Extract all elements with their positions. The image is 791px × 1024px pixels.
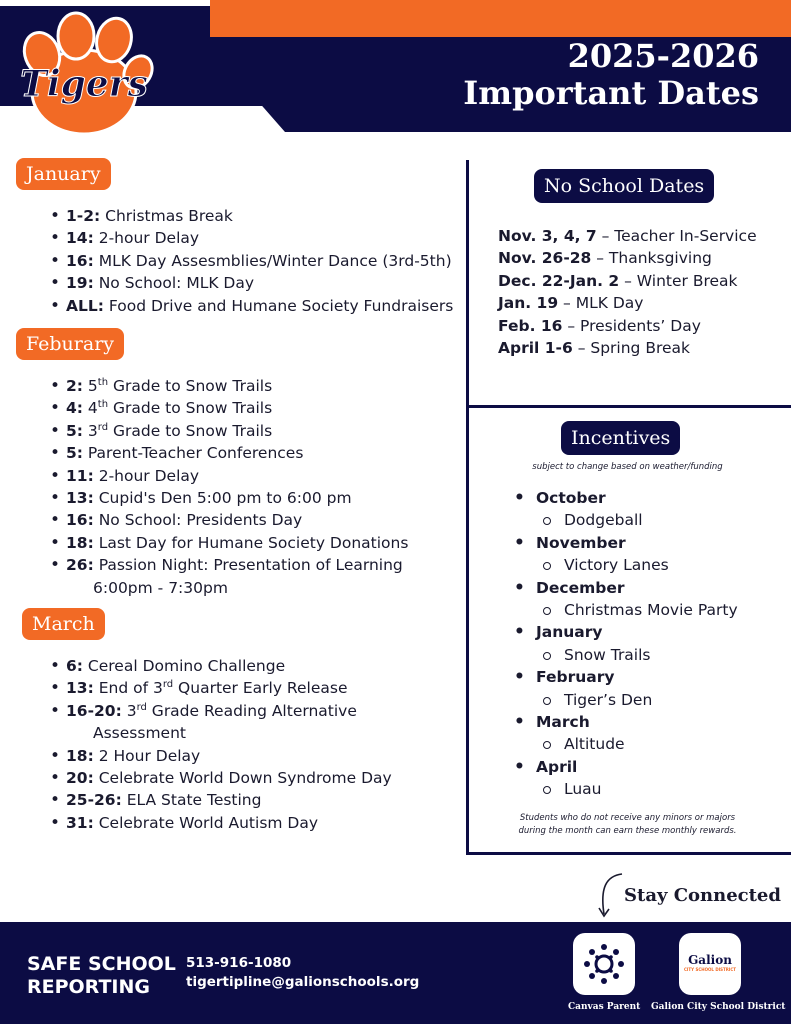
event-text: Cupid's Den 5:00 pm to 6:00 pm — [93, 489, 352, 508]
incentives-label: Incentives — [561, 421, 680, 455]
svg-text:Tigers: Tigers — [20, 63, 148, 105]
event-item — [66, 812, 392, 834]
no-school-item — [498, 337, 757, 359]
event-text: No School: Presidents Day — [93, 511, 303, 530]
section-divider — [466, 405, 791, 408]
event-item: • 2: 5th Grade to Snow Trails — [66, 375, 408, 397]
event-text: 2 Hour Delay — [93, 746, 201, 765]
event-date: 18: — [66, 746, 94, 765]
event-date: 13: — [66, 679, 94, 698]
no-school-reason: – Teacher In-Service — [596, 227, 757, 245]
event-text: MLK Day Assesmblies/Winter Dance (3rd-5th) — [93, 251, 452, 270]
event-text-continued: Assessment — [93, 724, 186, 743]
tigers-paw-logo — [14, 10, 154, 140]
incentive-month: • January — [498, 621, 738, 643]
event-date: 16: — [66, 251, 94, 270]
incentive-reward: Victory Lanes — [498, 554, 738, 576]
event-item: • 5: 3rd Grade to Snow Trails — [66, 420, 408, 442]
event-date: 25-26: — [66, 791, 122, 810]
event-date: 19: — [66, 274, 94, 293]
event-item: • 16-20: 3rd Grade Reading Alternative Assessment — [66, 700, 392, 745]
ordinal-suffix: th — [97, 399, 109, 411]
event-text: Christmas Break — [100, 207, 233, 225]
incentive-reward: Christmas Movie Party — [498, 599, 738, 621]
section-divider-bottom — [466, 852, 791, 855]
event-date: 16: — [66, 511, 94, 530]
event-date: 31: — [66, 813, 94, 832]
safe-school-reporting: SAFE SCHOOL REPORTING — [27, 953, 176, 998]
event-item — [66, 745, 392, 767]
incentive-reward: Tiger’s Den — [498, 689, 738, 711]
event-text: Cereal Domino Challenge — [82, 657, 286, 675]
no-school-item — [498, 315, 757, 337]
incentive-month: • March — [498, 711, 738, 733]
header-white-tab — [0, 0, 210, 6]
event-date: 2: — [66, 377, 83, 395]
no-school-item — [498, 292, 757, 314]
no-school-reason: – Presidents’ Day — [562, 316, 701, 335]
no-school-reason: – Spring Break — [572, 339, 690, 358]
galion-app-button[interactable] — [679, 933, 741, 995]
no-school-date: Dec. 22-Jan. 2 — [498, 271, 620, 290]
event-item — [66, 205, 453, 227]
event-text: Celebrate World Down Syndrome Day — [93, 769, 392, 788]
february-events — [48, 375, 408, 599]
incentive-reward: Dodgeball — [498, 509, 738, 531]
incentive-month: • February — [498, 666, 738, 688]
event-date: 13: — [66, 489, 94, 508]
event-text: Last Day for Humane Society Donations — [93, 533, 409, 552]
event-item — [66, 767, 392, 789]
canvas-logo-icon — [573, 933, 635, 995]
galion-app-label: Galion City School District — [651, 1002, 786, 1012]
ordinal-suffix: th — [97, 376, 109, 388]
no-school-item — [498, 225, 757, 247]
galion-logo-icon: Galion CITY SCHOOL DISTRICT — [684, 953, 736, 972]
january-events — [48, 205, 453, 317]
incentives-list — [498, 487, 738, 801]
email-link[interactable]: tigertipline@galionschools.org — [186, 974, 420, 990]
contact-info — [186, 954, 419, 992]
event-date: 6: — [66, 657, 83, 675]
ordinal-suffix: rd — [162, 679, 174, 691]
event-text: Celebrate World Autism Day — [93, 813, 319, 832]
incentive-reward: Snow Trails — [498, 644, 738, 666]
page-title-text: Important Dates — [463, 74, 759, 112]
february-label: Feburary — [16, 328, 124, 360]
event-text: Food Drive and Humane Society Fundraisers — [103, 296, 454, 315]
january-label: January — [16, 158, 111, 190]
incentive-reward: Altitude — [498, 733, 738, 755]
canvas-parent-app-button[interactable] — [573, 933, 635, 995]
incentive-month: • April — [498, 756, 738, 778]
incentive-month: • November — [498, 532, 738, 554]
no-school-item — [498, 247, 757, 269]
no-school-date: April 1-6 — [498, 339, 573, 358]
event-item — [66, 465, 408, 487]
event-text-continued: 6:00pm - 7:30pm — [93, 578, 228, 597]
no-school-label: No School Dates — [534, 169, 714, 203]
event-text: Parent-Teacher Conferences — [82, 444, 304, 463]
event-text: 2-hour Delay — [93, 229, 200, 248]
no-school-reason: – Thanksgiving — [591, 249, 712, 268]
ordinal-suffix: rd — [97, 421, 109, 433]
no-school-reason: – Winter Break — [619, 271, 738, 290]
event-text: Passion Night: Presentation of Learning — [93, 556, 403, 575]
event-date: 16-20: — [66, 701, 122, 720]
ordinal-suffix: rd — [136, 701, 147, 713]
event-text: No School: MLK Day — [93, 274, 255, 293]
stay-connected-heading: Stay Connected — [624, 885, 781, 906]
canvas-parent-label: Canvas Parent — [568, 1002, 641, 1012]
event-item: • 4: 4th Grade to Snow Trails — [66, 397, 408, 419]
page-title — [463, 38, 759, 112]
event-item — [66, 655, 392, 677]
event-date: 5: — [66, 421, 83, 440]
page-title-year: 2025-2026 — [567, 37, 759, 75]
phone-number[interactable]: 513-916-1080 — [186, 955, 292, 971]
no-school-reason: – MLK Day — [558, 294, 644, 313]
no-school-date: Nov. 3, 4, 7 — [498, 227, 597, 245]
event-item — [66, 227, 453, 249]
incentive-reward: Luau — [498, 778, 738, 800]
event-date: 14: — [66, 229, 94, 248]
incentives-subtitle: subject to change based on weather/funding — [532, 462, 723, 472]
header-orange-stripe — [210, 0, 791, 37]
no-school-list — [498, 225, 757, 359]
incentives-note: Students who do not receive any minors or majors during the month can earn these monthly rewards. — [518, 813, 737, 836]
event-item — [66, 272, 453, 294]
event-item — [66, 554, 408, 599]
curved-arrow-icon — [596, 870, 626, 924]
event-item — [66, 532, 408, 554]
event-item — [66, 250, 453, 272]
event-text: ELA State Testing — [121, 791, 262, 810]
event-item — [66, 789, 392, 811]
event-item — [66, 509, 408, 531]
event-date: 5: — [66, 444, 83, 463]
event-date: 4: — [66, 399, 83, 418]
event-item — [66, 295, 453, 317]
event-text: 2-hour Delay — [93, 466, 200, 485]
march-label: March — [22, 608, 105, 640]
march-events — [48, 655, 392, 834]
no-school-date: Feb. 16 — [498, 316, 563, 335]
event-item: • 13: End of 3rd Quarter Early Release — [66, 677, 392, 699]
event-date: 1-2: — [66, 207, 101, 225]
event-date: 26: — [66, 556, 94, 575]
no-school-date: Nov. 26-28 — [498, 249, 592, 268]
event-date: ALL: — [66, 296, 104, 315]
event-date: 11: — [66, 466, 94, 485]
event-item — [66, 487, 408, 509]
incentive-month: • December — [498, 577, 738, 599]
event-item — [66, 442, 408, 464]
incentive-month: • October — [498, 487, 738, 509]
event-date: 20: — [66, 769, 94, 788]
event-date: 18: — [66, 533, 94, 552]
column-divider — [466, 160, 469, 855]
no-school-date: Jan. 19 — [498, 294, 559, 313]
no-school-item — [498, 270, 757, 292]
